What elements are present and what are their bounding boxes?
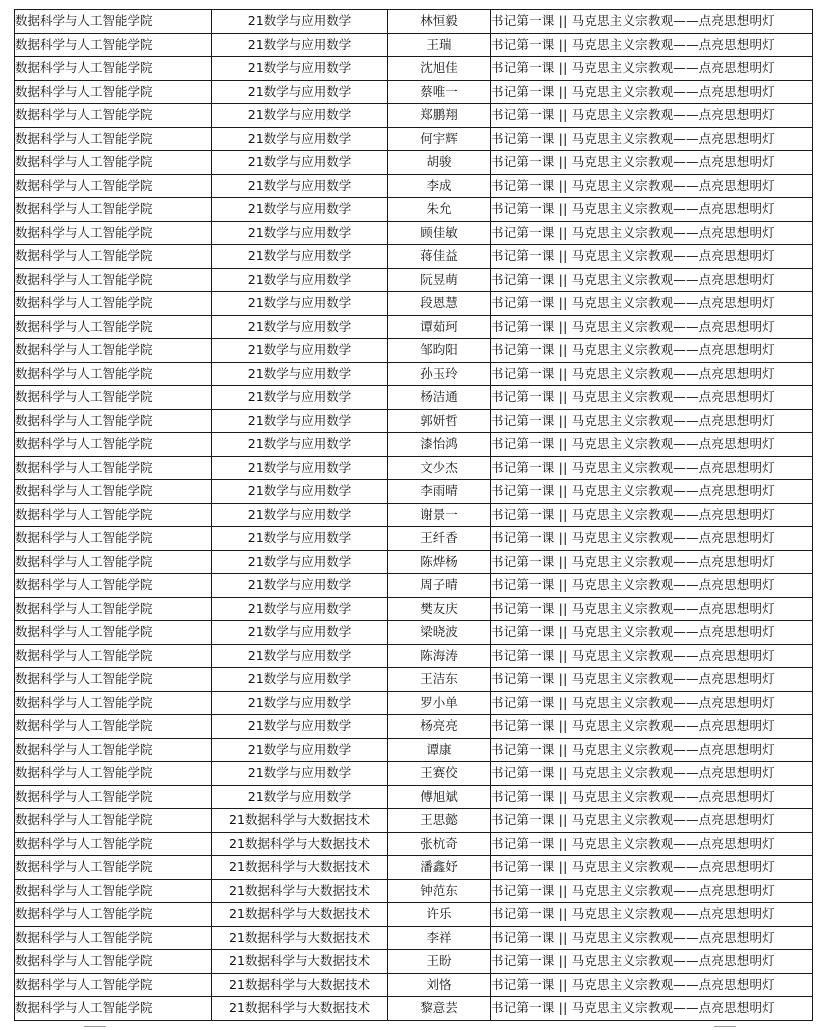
student-name-cell: 邹昀阳 [388, 339, 491, 363]
roster-table [14, 9, 813, 1021]
table-row [15, 715, 813, 739]
student-name-cell: 潘鑫妤 [388, 856, 491, 880]
major-cell: 21数学与应用数学 [212, 268, 388, 292]
student-name-cell: 张杭奇 [388, 832, 491, 856]
table-row [15, 80, 813, 104]
student-name-cell: 傅旭斌 [388, 785, 491, 809]
major-cell: 21数学与应用数学 [212, 738, 388, 762]
student-name-cell: 陈海涛 [388, 644, 491, 668]
college-cell: 数据科学与人工智能学院 [15, 339, 212, 363]
college-cell: 数据科学与人工智能学院 [15, 80, 212, 104]
college-cell: 数据科学与人工智能学院 [15, 997, 212, 1021]
college-cell: 数据科学与人工智能学院 [15, 151, 212, 175]
activity-cell: 书记第一课 || 马克思主义宗教观——点亮思想明灯 [491, 33, 813, 57]
table-row [15, 926, 813, 950]
student-name-cell: 阮昱萌 [388, 268, 491, 292]
college-cell: 数据科学与人工智能学院 [15, 503, 212, 527]
student-name-cell: 文少杰 [388, 456, 491, 480]
major-cell: 21数学与应用数学 [212, 386, 388, 410]
activity-cell: 书记第一课 || 马克思主义宗教观——点亮思想明灯 [491, 879, 813, 903]
student-name-cell: 杨亮亮 [388, 715, 491, 739]
table-row [15, 691, 813, 715]
table-row [15, 644, 813, 668]
table-row [15, 480, 813, 504]
student-name-cell: 李雨晴 [388, 480, 491, 504]
student-name-cell: 李祥 [388, 926, 491, 950]
activity-cell: 书记第一课 || 马克思主义宗教观——点亮思想明灯 [491, 362, 813, 386]
activity-cell: 书记第一课 || 马克思主义宗教观——点亮思想明灯 [491, 926, 813, 950]
major-cell: 21数学与应用数学 [212, 151, 388, 175]
table-row [15, 245, 813, 269]
table-row [15, 268, 813, 292]
table-row [15, 409, 813, 433]
major-cell: 21数据科学与大数据技术 [212, 950, 388, 974]
major-cell: 21数学与应用数学 [212, 80, 388, 104]
activity-cell: 书记第一课 || 马克思主义宗教观——点亮思想明灯 [491, 621, 813, 645]
student-name-cell: 杨洁通 [388, 386, 491, 410]
activity-cell: 书记第一课 || 马克思主义宗教观——点亮思想明灯 [491, 691, 813, 715]
table-row [15, 362, 813, 386]
college-cell: 数据科学与人工智能学院 [15, 362, 212, 386]
activity-cell: 书记第一课 || 马克思主义宗教观——点亮思想明灯 [491, 57, 813, 81]
table-row [15, 433, 813, 457]
table-row [15, 809, 813, 833]
college-cell: 数据科学与人工智能学院 [15, 550, 212, 574]
table-row [15, 151, 813, 175]
activity-cell: 书记第一课 || 马克思主义宗教观——点亮思想明灯 [491, 433, 813, 457]
student-name-cell: 李成 [388, 174, 491, 198]
table-row [15, 574, 813, 598]
major-cell: 21数学与应用数学 [212, 433, 388, 457]
student-name-cell: 王洁东 [388, 668, 491, 692]
activity-cell: 书记第一课 || 马克思主义宗教观——点亮思想明灯 [491, 386, 813, 410]
major-cell: 21数学与应用数学 [212, 245, 388, 269]
table-row [15, 503, 813, 527]
major-cell: 21数学与应用数学 [212, 503, 388, 527]
activity-cell: 书记第一课 || 马克思主义宗教观——点亮思想明灯 [491, 10, 813, 34]
student-name-cell: 何宇辉 [388, 127, 491, 151]
student-name-cell: 蔡唯一 [388, 80, 491, 104]
activity-cell: 书记第一课 || 马克思主义宗教观——点亮思想明灯 [491, 245, 813, 269]
activity-cell: 书记第一课 || 马克思主义宗教观——点亮思想明灯 [491, 973, 813, 997]
major-cell: 21数据科学与大数据技术 [212, 879, 388, 903]
activity-cell: 书记第一课 || 马克思主义宗教观——点亮思想明灯 [491, 785, 813, 809]
table-row [15, 221, 813, 245]
major-cell: 21数学与应用数学 [212, 691, 388, 715]
table-row [15, 198, 813, 222]
table-row [15, 621, 813, 645]
activity-cell: 书记第一课 || 马克思主义宗教观——点亮思想明灯 [491, 409, 813, 433]
major-cell: 21数据科学与大数据技术 [212, 856, 388, 880]
student-name-cell: 王思懿 [388, 809, 491, 833]
major-cell: 21数据科学与大数据技术 [212, 903, 388, 927]
college-cell: 数据科学与人工智能学院 [15, 292, 212, 316]
student-name-cell: 刘恪 [388, 973, 491, 997]
student-name-cell: 王瑞 [388, 33, 491, 57]
major-cell: 21数学与应用数学 [212, 550, 388, 574]
activity-cell: 书记第一课 || 马克思主义宗教观——点亮思想明灯 [491, 762, 813, 786]
college-cell: 数据科学与人工智能学院 [15, 456, 212, 480]
activity-cell: 书记第一课 || 马克思主义宗教观——点亮思想明灯 [491, 198, 813, 222]
college-cell: 数据科学与人工智能学院 [15, 409, 212, 433]
student-name-cell: 王纤香 [388, 527, 491, 551]
major-cell: 21数学与应用数学 [212, 621, 388, 645]
college-cell: 数据科学与人工智能学院 [15, 668, 212, 692]
table-row [15, 33, 813, 57]
table-row [15, 386, 813, 410]
student-name-cell: 胡骏 [388, 151, 491, 175]
table-row [15, 127, 813, 151]
student-name-cell: 谭茹珂 [388, 315, 491, 339]
activity-cell: 书记第一课 || 马克思主义宗教观——点亮思想明灯 [491, 174, 813, 198]
student-name-cell: 林恒毅 [388, 10, 491, 34]
activity-cell: 书记第一课 || 马克思主义宗教观——点亮思想明灯 [491, 292, 813, 316]
activity-cell: 书记第一课 || 马克思主义宗教观——点亮思想明灯 [491, 715, 813, 739]
college-cell: 数据科学与人工智能学院 [15, 950, 212, 974]
table-row [15, 950, 813, 974]
college-cell: 数据科学与人工智能学院 [15, 621, 212, 645]
activity-cell: 书记第一课 || 马克思主义宗教观——点亮思想明灯 [491, 221, 813, 245]
college-cell: 数据科学与人工智能学院 [15, 832, 212, 856]
college-cell: 数据科学与人工智能学院 [15, 809, 212, 833]
roster-body [15, 10, 813, 1021]
college-cell: 数据科学与人工智能学院 [15, 57, 212, 81]
major-cell: 21数学与应用数学 [212, 409, 388, 433]
college-cell: 数据科学与人工智能学院 [15, 527, 212, 551]
college-cell: 数据科学与人工智能学院 [15, 10, 212, 34]
major-cell: 21数据科学与大数据技术 [212, 809, 388, 833]
major-cell: 21数学与应用数学 [212, 480, 388, 504]
student-name-cell: 罗小单 [388, 691, 491, 715]
college-cell: 数据科学与人工智能学院 [15, 715, 212, 739]
college-cell: 数据科学与人工智能学院 [15, 973, 212, 997]
college-cell: 数据科学与人工智能学院 [15, 221, 212, 245]
table-row [15, 10, 813, 34]
student-name-cell: 钟范东 [388, 879, 491, 903]
table-row [15, 527, 813, 551]
college-cell: 数据科学与人工智能学院 [15, 785, 212, 809]
activity-cell: 书记第一课 || 马克思主义宗教观——点亮思想明灯 [491, 151, 813, 175]
student-name-cell: 段恩慧 [388, 292, 491, 316]
student-name-cell: 许乐 [388, 903, 491, 927]
activity-cell: 书记第一课 || 马克思主义宗教观——点亮思想明灯 [491, 527, 813, 551]
activity-cell: 书记第一课 || 马克思主义宗教观——点亮思想明灯 [491, 738, 813, 762]
activity-cell: 书记第一课 || 马克思主义宗教观——点亮思想明灯 [491, 268, 813, 292]
college-cell: 数据科学与人工智能学院 [15, 926, 212, 950]
major-cell: 21数学与应用数学 [212, 762, 388, 786]
student-name-cell: 郭妍哲 [388, 409, 491, 433]
college-cell: 数据科学与人工智能学院 [15, 903, 212, 927]
table-row [15, 456, 813, 480]
college-cell: 数据科学与人工智能学院 [15, 127, 212, 151]
activity-cell: 书记第一课 || 马克思主义宗教观——点亮思想明灯 [491, 104, 813, 128]
college-cell: 数据科学与人工智能学院 [15, 574, 212, 598]
student-name-cell: 谢景一 [388, 503, 491, 527]
major-cell: 21数据科学与大数据技术 [212, 832, 388, 856]
table-row [15, 762, 813, 786]
activity-cell: 书记第一课 || 马克思主义宗教观——点亮思想明灯 [491, 456, 813, 480]
activity-cell: 书记第一课 || 马克思主义宗教观——点亮思想明灯 [491, 339, 813, 363]
college-cell: 数据科学与人工智能学院 [15, 315, 212, 339]
activity-cell: 书记第一课 || 马克思主义宗教观——点亮思想明灯 [491, 950, 813, 974]
student-name-cell: 谭康 [388, 738, 491, 762]
major-cell: 21数据科学与大数据技术 [212, 997, 388, 1021]
student-name-cell: 孙玉玲 [388, 362, 491, 386]
major-cell: 21数学与应用数学 [212, 785, 388, 809]
student-name-cell: 周子晴 [388, 574, 491, 598]
college-cell: 数据科学与人工智能学院 [15, 738, 212, 762]
major-cell: 21数学与应用数学 [212, 644, 388, 668]
major-cell: 21数学与应用数学 [212, 127, 388, 151]
college-cell: 数据科学与人工智能学院 [15, 691, 212, 715]
table-row [15, 785, 813, 809]
college-cell: 数据科学与人工智能学院 [15, 268, 212, 292]
student-name-cell: 顾佳敏 [388, 221, 491, 245]
activity-cell: 书记第一课 || 马克思主义宗教观——点亮思想明灯 [491, 315, 813, 339]
activity-cell: 书记第一课 || 马克思主义宗教观——点亮思想明灯 [491, 80, 813, 104]
activity-cell: 书记第一课 || 马克思主义宗教观——点亮思想明灯 [491, 997, 813, 1021]
student-name-cell: 蒋佳益 [388, 245, 491, 269]
major-cell: 21数学与应用数学 [212, 57, 388, 81]
major-cell: 21数据科学与大数据技术 [212, 926, 388, 950]
page-corner-mark-left [84, 1026, 106, 1027]
table-row [15, 315, 813, 339]
college-cell: 数据科学与人工智能学院 [15, 597, 212, 621]
activity-cell: 书记第一课 || 马克思主义宗教观——点亮思想明灯 [491, 574, 813, 598]
activity-cell: 书记第一课 || 马克思主义宗教观——点亮思想明灯 [491, 127, 813, 151]
table-row [15, 973, 813, 997]
major-cell: 21数学与应用数学 [212, 668, 388, 692]
college-cell: 数据科学与人工智能学院 [15, 386, 212, 410]
student-name-cell: 陈烨杨 [388, 550, 491, 574]
college-cell: 数据科学与人工智能学院 [15, 879, 212, 903]
college-cell: 数据科学与人工智能学院 [15, 762, 212, 786]
activity-cell: 书记第一课 || 马克思主义宗教观——点亮思想明灯 [491, 832, 813, 856]
table-row [15, 738, 813, 762]
college-cell: 数据科学与人工智能学院 [15, 104, 212, 128]
table-row [15, 856, 813, 880]
table-row [15, 832, 813, 856]
major-cell: 21数学与应用数学 [212, 198, 388, 222]
major-cell: 21数学与应用数学 [212, 527, 388, 551]
student-name-cell: 朱允 [388, 198, 491, 222]
major-cell: 21数学与应用数学 [212, 174, 388, 198]
table-row [15, 997, 813, 1021]
major-cell: 21数学与应用数学 [212, 33, 388, 57]
major-cell: 21数学与应用数学 [212, 221, 388, 245]
college-cell: 数据科学与人工智能学院 [15, 480, 212, 504]
college-cell: 数据科学与人工智能学院 [15, 245, 212, 269]
student-name-cell: 沈旭佳 [388, 57, 491, 81]
roster-sheet [14, 9, 812, 1021]
table-row [15, 292, 813, 316]
student-name-cell: 王盼 [388, 950, 491, 974]
table-row [15, 339, 813, 363]
student-name-cell: 樊友庆 [388, 597, 491, 621]
activity-cell: 书记第一课 || 马克思主义宗教观——点亮思想明灯 [491, 644, 813, 668]
table-row [15, 57, 813, 81]
major-cell: 21数学与应用数学 [212, 597, 388, 621]
activity-cell: 书记第一课 || 马克思主义宗教观——点亮思想明灯 [491, 809, 813, 833]
major-cell: 21数学与应用数学 [212, 456, 388, 480]
table-row [15, 597, 813, 621]
activity-cell: 书记第一课 || 马克思主义宗教观——点亮思想明灯 [491, 550, 813, 574]
student-name-cell: 漆怡鸿 [388, 433, 491, 457]
table-row [15, 903, 813, 927]
student-name-cell: 王赛佼 [388, 762, 491, 786]
major-cell: 21数学与应用数学 [212, 339, 388, 363]
activity-cell: 书记第一课 || 马克思主义宗教观——点亮思想明灯 [491, 480, 813, 504]
activity-cell: 书记第一课 || 马克思主义宗教观——点亮思想明灯 [491, 668, 813, 692]
major-cell: 21数学与应用数学 [212, 362, 388, 386]
activity-cell: 书记第一课 || 马克思主义宗教观——点亮思想明灯 [491, 903, 813, 927]
major-cell: 21数学与应用数学 [212, 104, 388, 128]
activity-cell: 书记第一课 || 马克思主义宗教观——点亮思想明灯 [491, 597, 813, 621]
table-row [15, 550, 813, 574]
student-name-cell: 郑鹏翔 [388, 104, 491, 128]
college-cell: 数据科学与人工智能学院 [15, 856, 212, 880]
major-cell: 21数学与应用数学 [212, 574, 388, 598]
major-cell: 21数学与应用数学 [212, 10, 388, 34]
college-cell: 数据科学与人工智能学院 [15, 644, 212, 668]
major-cell: 21数据科学与大数据技术 [212, 973, 388, 997]
page-corner-mark-right [714, 1026, 736, 1027]
table-row [15, 104, 813, 128]
college-cell: 数据科学与人工智能学院 [15, 174, 212, 198]
table-row [15, 668, 813, 692]
major-cell: 21数学与应用数学 [212, 292, 388, 316]
college-cell: 数据科学与人工智能学院 [15, 33, 212, 57]
table-row [15, 174, 813, 198]
major-cell: 21数学与应用数学 [212, 715, 388, 739]
major-cell: 21数学与应用数学 [212, 315, 388, 339]
activity-cell: 书记第一课 || 马克思主义宗教观——点亮思想明灯 [491, 856, 813, 880]
student-name-cell: 梁晓波 [388, 621, 491, 645]
college-cell: 数据科学与人工智能学院 [15, 433, 212, 457]
student-name-cell: 黎意芸 [388, 997, 491, 1021]
table-row [15, 879, 813, 903]
college-cell: 数据科学与人工智能学院 [15, 198, 212, 222]
activity-cell: 书记第一课 || 马克思主义宗教观——点亮思想明灯 [491, 503, 813, 527]
